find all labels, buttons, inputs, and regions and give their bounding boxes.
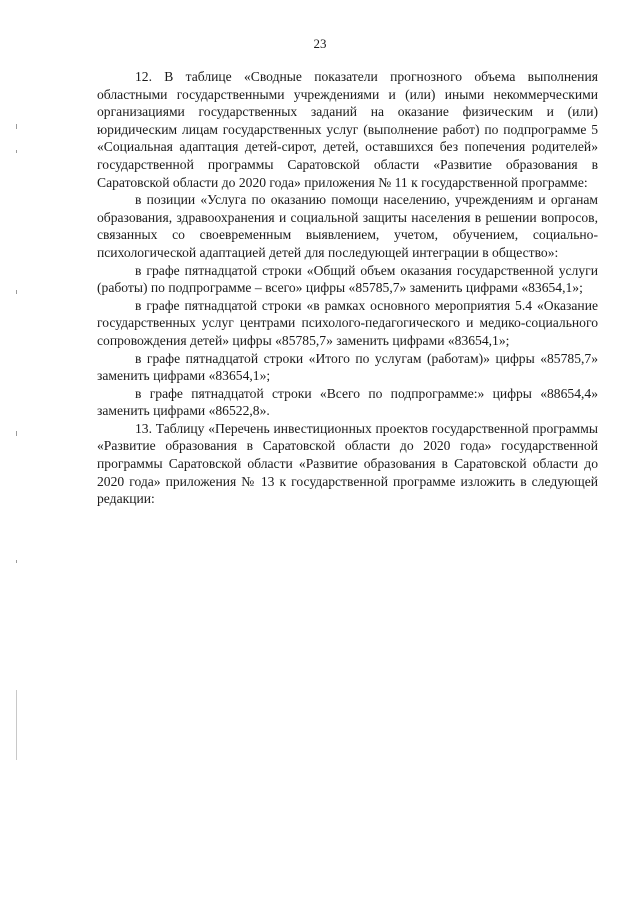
scan-mark bbox=[16, 150, 17, 153]
paragraph-item-13: 13. Таблицу «Перечень инвестиционных проектов государственной программы «Развитие образования в Саратовской области до 2020 года» государственной программы Саратовской области «Развитие образования в Саратовской области до 2020 года» приложения № 13 к государственной программе изложить в следующей редакции: bbox=[97, 420, 598, 507]
scan-mark bbox=[16, 124, 17, 129]
scan-mark bbox=[16, 560, 17, 563]
document-body bbox=[97, 68, 598, 508]
paragraph-main-activity: в графе пятнадцатой строки «в рамках основного мероприятия 5.4 «Оказание государственных услуг центрами психолого-педагогического и медико-социального сопровождения детей» цифры «85785,7» заменить цифрами «83654,1»; bbox=[97, 297, 598, 348]
page-number: 23 bbox=[313, 36, 327, 51]
paragraph-item-12: 12. В таблице «Сводные показатели прогнозного объема выполнения областными государственными учреждениями и (или) иными некоммерческими организациями государственных заданий на оказание физическим и (или) юридическим лицам государственных услуг (выполнение работ) по подпрограмме 5 «Социальная адаптация детей-сирот, детей, оставшихся без попечения родителей» государственной программы Саратовской области «Развитие образования в Саратовской области до 2020 года» приложения № 11 к государственной программе: bbox=[97, 69, 598, 190]
scan-mark bbox=[16, 431, 17, 436]
paragraph-service-position: в позиции «Услуга по оказанию помощи населению, учреждениям и органам образования, здравоохранения и социальной защиты населения в решении вопросов, связанных со своевременным выявлением, учетом, обучением, социально-психологической адаптацией детей для последующей интеграции в общество»: bbox=[97, 192, 598, 260]
scan-mark bbox=[16, 290, 17, 294]
scan-mark bbox=[16, 690, 17, 760]
paragraph-total-services: в графе пятнадцатой строки «Итого по услугам (работам)» цифры «85785,7» заменить цифрами «83654,1»; bbox=[97, 350, 598, 384]
paragraph-total-volume: в графе пятнадцатой строки «Общий объем оказания государственной услуги (работы) по подпрограмме – всего» цифры «85785,7» заменить цифрами «83654,1»; bbox=[97, 262, 598, 296]
paragraph-total-subprogram: в графе пятнадцатой строки «Всего по подпрограмме:» цифры «88654,4» заменить цифрами «86522,8». bbox=[97, 385, 598, 419]
